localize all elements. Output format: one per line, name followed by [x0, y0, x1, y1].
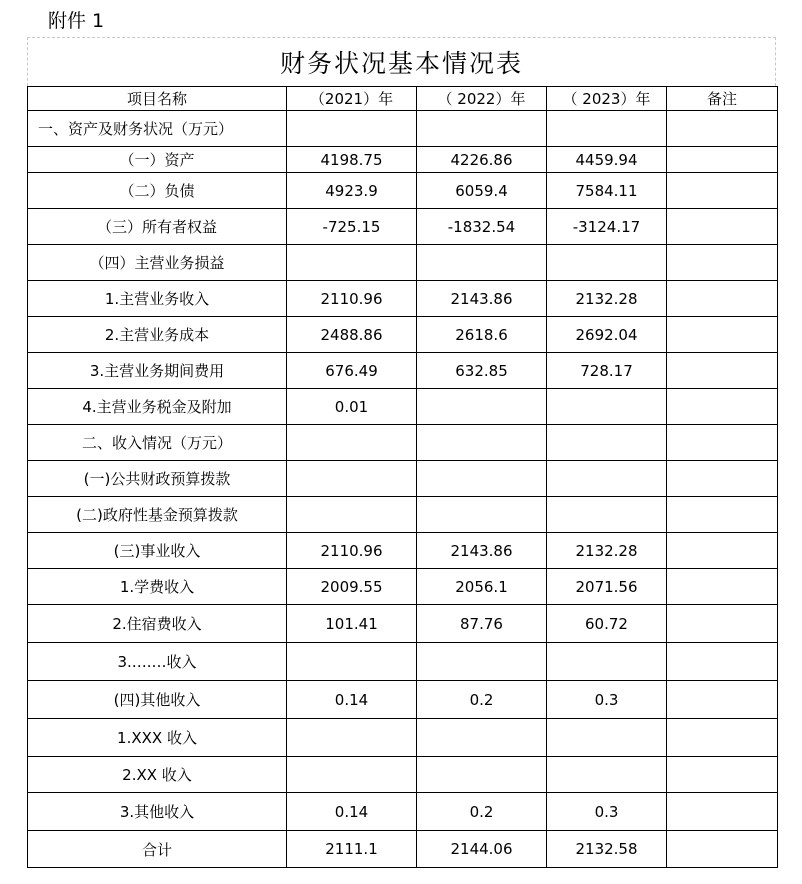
- table-row: [28, 281, 778, 317]
- value-2023-cell: [547, 719, 667, 757]
- value-2023-cell: 4459.94: [547, 147, 667, 173]
- item-name-cell: 二、收入情况（万元）: [28, 425, 287, 461]
- value-2021-cell: 2110.96: [287, 533, 417, 569]
- table-title: 财务状况基本情况表: [279, 49, 523, 78]
- value-2022-cell: 632.85: [417, 353, 547, 389]
- value-2021-cell: 4198.75: [287, 147, 417, 173]
- value-2021-cell: -725.15: [287, 209, 417, 245]
- value-2022-cell: 2143.86: [417, 281, 547, 317]
- item-name-cell: (三)事业收入: [28, 533, 287, 569]
- value-2023-cell: [547, 643, 667, 681]
- note-cell: [667, 389, 778, 425]
- value-2023-cell: [547, 111, 667, 147]
- table-body: [28, 111, 778, 868]
- value-2023-cell: 0.3: [547, 793, 667, 831]
- table-row: [28, 497, 778, 533]
- table-row: [28, 147, 778, 173]
- note-cell: [667, 461, 778, 497]
- value-2021-cell: [287, 497, 417, 533]
- header-year-2023: （ 2023）年: [547, 87, 667, 111]
- table-row: [28, 605, 778, 643]
- value-2021-cell: [287, 757, 417, 793]
- note-cell: [667, 643, 778, 681]
- value-2022-cell: -1832.54: [417, 209, 547, 245]
- value-2022-cell: [417, 425, 547, 461]
- note-cell: [667, 317, 778, 353]
- item-name-cell: 4.主营业务税金及附加: [28, 389, 287, 425]
- value-2021-cell: 2110.96: [287, 281, 417, 317]
- value-2022-cell: 4226.86: [417, 147, 547, 173]
- table-row: [28, 353, 778, 389]
- header-year-2022: （ 2022）年: [417, 87, 547, 111]
- value-2022-cell: [417, 757, 547, 793]
- value-2021-cell: [287, 643, 417, 681]
- item-name-cell: (二)政府性基金预算拨款: [28, 497, 287, 533]
- note-cell: [667, 425, 778, 461]
- value-2021-cell: 2111.1: [287, 831, 417, 868]
- value-2021-cell: [287, 461, 417, 497]
- table-row: [28, 831, 778, 868]
- table-row: [28, 719, 778, 757]
- value-2023-cell: -3124.17: [547, 209, 667, 245]
- note-cell: [667, 605, 778, 643]
- header-row: [28, 87, 778, 111]
- item-name-cell: （三）所有者权益: [28, 209, 287, 245]
- item-name-cell: 2.主营业务成本: [28, 317, 287, 353]
- value-2021-cell: [287, 111, 417, 147]
- item-name-cell: （四）主营业务损益: [28, 245, 287, 281]
- item-name-cell: 3.其他收入: [28, 793, 287, 831]
- item-name-cell: 一、资产及财务状况（万元）: [28, 111, 287, 147]
- note-cell: [667, 245, 778, 281]
- note-cell: [667, 147, 778, 173]
- value-2021-cell: 2488.86: [287, 317, 417, 353]
- note-cell: [667, 793, 778, 831]
- item-name-cell: （一）资产: [28, 147, 287, 173]
- item-name-cell: 1.主营业务收入: [28, 281, 287, 317]
- value-2023-cell: 2071.56: [547, 569, 667, 605]
- value-2022-cell: [417, 643, 547, 681]
- value-2023-cell: [547, 425, 667, 461]
- table-row: [28, 461, 778, 497]
- value-2022-cell: 2618.6: [417, 317, 547, 353]
- table-row: [28, 209, 778, 245]
- value-2021-cell: 0.14: [287, 793, 417, 831]
- value-2023-cell: [547, 245, 667, 281]
- financial-status-table: [27, 86, 778, 868]
- value-2023-cell: 60.72: [547, 605, 667, 643]
- value-2023-cell: 2132.28: [547, 281, 667, 317]
- value-2021-cell: 0.01: [287, 389, 417, 425]
- value-2021-cell: [287, 425, 417, 461]
- value-2023-cell: [547, 461, 667, 497]
- table-row: [28, 643, 778, 681]
- table-row: [28, 173, 778, 209]
- table-row: [28, 389, 778, 425]
- note-cell: [667, 681, 778, 719]
- item-name-cell: 1.XXX 收入: [28, 719, 287, 757]
- note-cell: [667, 111, 778, 147]
- value-2023-cell: 2132.58: [547, 831, 667, 868]
- value-2022-cell: [417, 461, 547, 497]
- item-name-cell: (四)其他收入: [28, 681, 287, 719]
- header-note: 备注: [667, 87, 778, 111]
- value-2022-cell: 2143.86: [417, 533, 547, 569]
- item-name-cell: (一)公共财政预算拨款: [28, 461, 287, 497]
- value-2021-cell: [287, 719, 417, 757]
- value-2023-cell: 2132.28: [547, 533, 667, 569]
- value-2021-cell: 0.14: [287, 681, 417, 719]
- value-2021-cell: [287, 245, 417, 281]
- table-row: [28, 111, 778, 147]
- note-cell: [667, 281, 778, 317]
- note-cell: [667, 209, 778, 245]
- value-2022-cell: [417, 389, 547, 425]
- table-row: [28, 245, 778, 281]
- value-2022-cell: [417, 497, 547, 533]
- table-row: [28, 793, 778, 831]
- table-row: [28, 757, 778, 793]
- item-name-cell: 合计: [28, 831, 287, 868]
- table-row: [28, 569, 778, 605]
- value-2023-cell: 2692.04: [547, 317, 667, 353]
- value-2022-cell: [417, 245, 547, 281]
- item-name-cell: 1.学费收入: [28, 569, 287, 605]
- note-cell: [667, 569, 778, 605]
- table-row: [28, 681, 778, 719]
- header-year-2021: （2021）年: [287, 87, 417, 111]
- value-2023-cell: [547, 497, 667, 533]
- value-2022-cell: 6059.4: [417, 173, 547, 209]
- note-cell: [667, 719, 778, 757]
- item-name-cell: 2.住宿费收入: [28, 605, 287, 643]
- table-row: [28, 425, 778, 461]
- value-2023-cell: 7584.11: [547, 173, 667, 209]
- note-cell: [667, 497, 778, 533]
- value-2022-cell: 87.76: [417, 605, 547, 643]
- value-2021-cell: 2009.55: [287, 569, 417, 605]
- item-name-cell: （二）负债: [28, 173, 287, 209]
- note-cell: [667, 533, 778, 569]
- value-2022-cell: 0.2: [417, 681, 547, 719]
- value-2023-cell: [547, 757, 667, 793]
- item-name-cell: 3.….…收入: [28, 643, 287, 681]
- value-2022-cell: 0.2: [417, 793, 547, 831]
- table-row: [28, 317, 778, 353]
- value-2023-cell: [547, 389, 667, 425]
- note-cell: [667, 831, 778, 868]
- item-name-cell: 3.主营业务期间费用: [28, 353, 287, 389]
- value-2021-cell: 676.49: [287, 353, 417, 389]
- item-name-cell: 2.XX 收入: [28, 757, 287, 793]
- value-2023-cell: 0.3: [547, 681, 667, 719]
- value-2021-cell: 4923.9: [287, 173, 417, 209]
- note-cell: [667, 353, 778, 389]
- header-item-name: 项目名称: [28, 87, 287, 111]
- value-2022-cell: 2056.1: [417, 569, 547, 605]
- note-cell: [667, 173, 778, 209]
- value-2022-cell: [417, 719, 547, 757]
- table-row: [28, 533, 778, 569]
- attachment-label: 附件 1: [48, 10, 105, 32]
- value-2022-cell: 2144.06: [417, 831, 547, 868]
- note-cell: [667, 757, 778, 793]
- table-title-box: [27, 37, 776, 86]
- value-2021-cell: 101.41: [287, 605, 417, 643]
- value-2023-cell: 728.17: [547, 353, 667, 389]
- value-2022-cell: [417, 111, 547, 147]
